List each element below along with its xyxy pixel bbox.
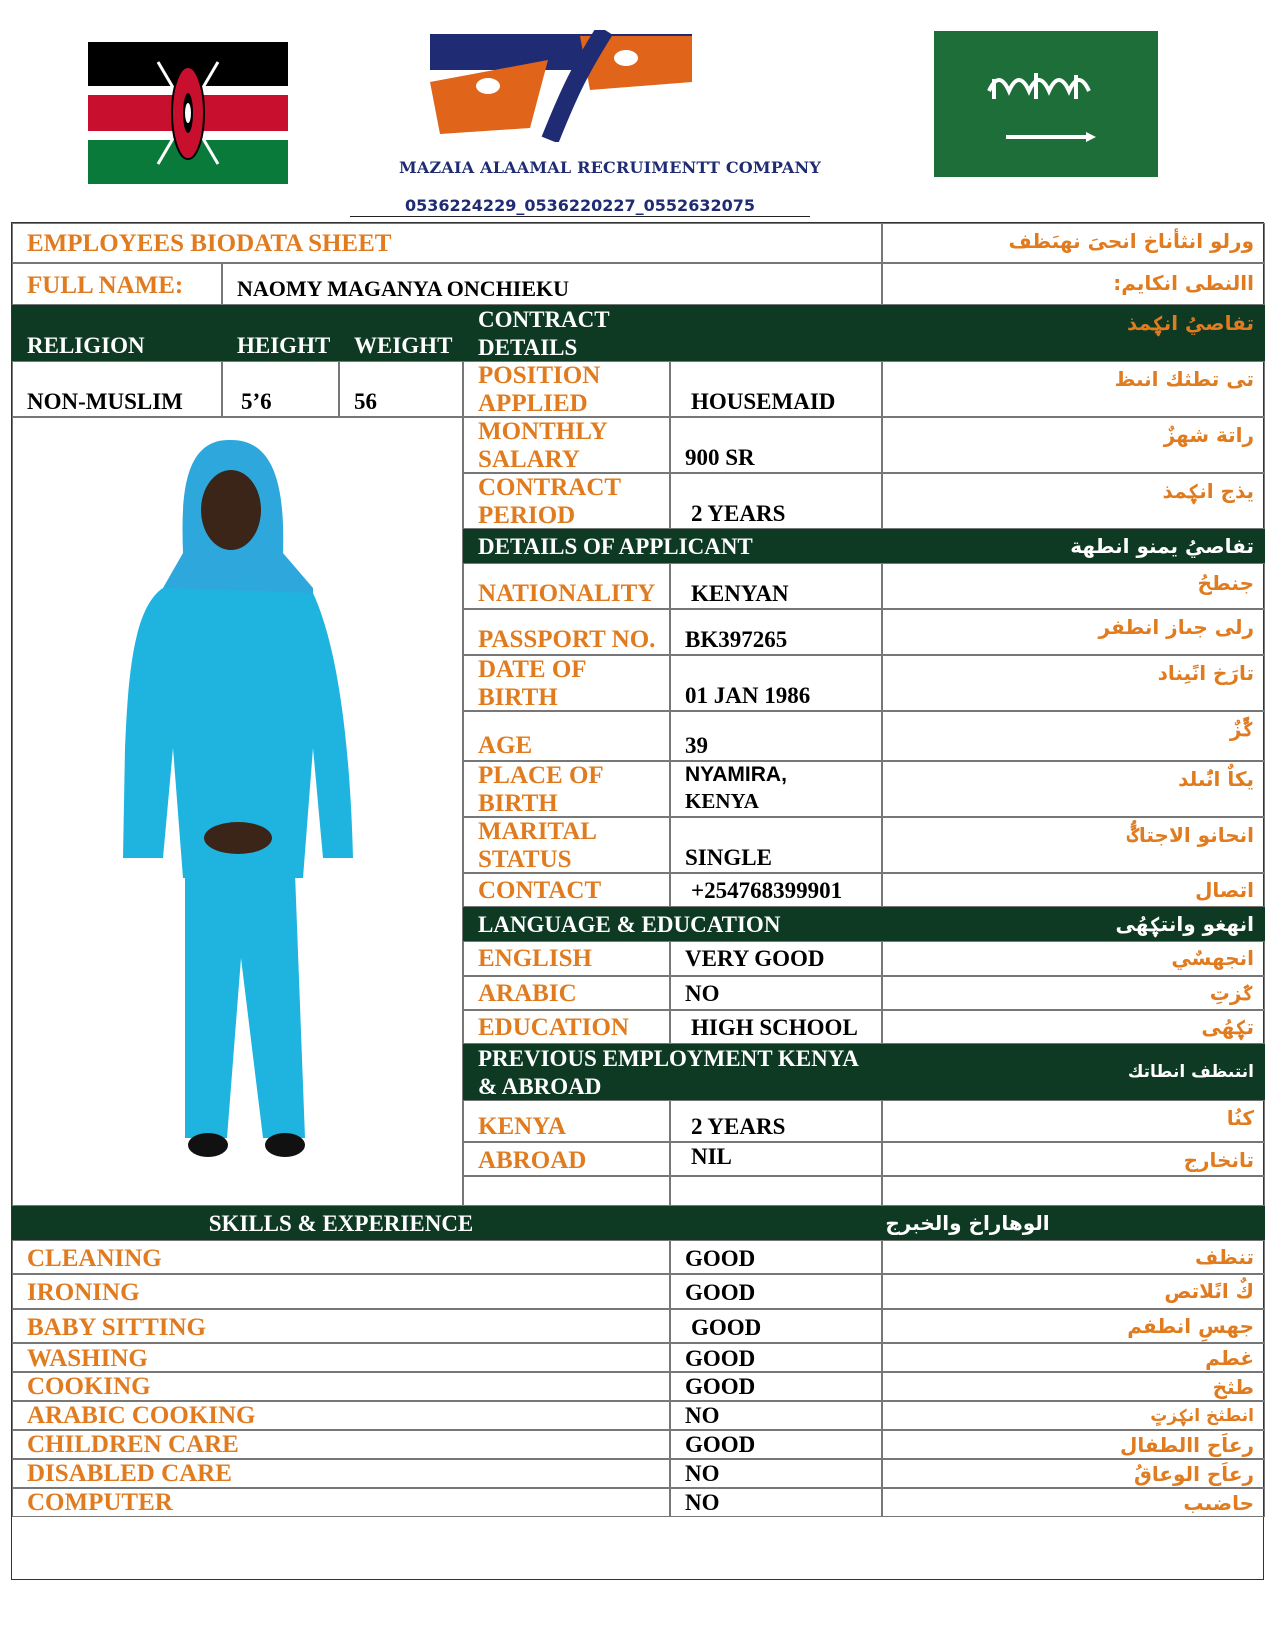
contract-label: CONTRACT PERIOD — [463, 473, 670, 529]
contract-label: MONTHLY SALARY — [463, 417, 670, 473]
previous-label: ABROAD — [463, 1142, 670, 1176]
language-value: VERY GOOD — [670, 941, 882, 976]
applicant-ar: رلى جىاز انطفر — [882, 609, 1265, 655]
contract-ar: تى تطثك انىظ — [882, 361, 1265, 417]
birthplace-line2: KENYA — [685, 789, 759, 813]
skill-label: DISABLED CARE — [12, 1459, 670, 1488]
full-name-value: NAOMY MAGANYA ONCHIEKU — [222, 263, 882, 305]
applicant-ar: جنطحُ — [882, 563, 1265, 609]
empty-cell — [670, 1176, 882, 1206]
skill-label: ARABIC COOKING — [12, 1401, 670, 1430]
religion-value: NON-MUSLIM — [12, 361, 222, 417]
sheet-title-ar: ورلو انثأناخ انحىَ نهىَظف — [882, 223, 1265, 263]
language-label: ARABIC — [463, 976, 670, 1010]
skill-label: COMPUTER — [12, 1488, 670, 1517]
applicant-label: DATE OF BIRTH — [463, 655, 670, 711]
language-value: NO — [670, 976, 882, 1010]
applicant-ar: يكاٌ انًُىلد — [882, 761, 1265, 817]
language-value: HIGH SCHOOL — [670, 1010, 882, 1044]
previous-header-ar: انتىظف انطاتك — [882, 1044, 1265, 1100]
skill-value: GOOD — [670, 1309, 882, 1343]
language-header: LANGUAGE & EDUCATION — [463, 907, 882, 941]
full-name-ar: االنطى انكايم: — [882, 263, 1265, 305]
contract-ar: يذج انؼمذ — [882, 473, 1265, 529]
contract-ar: راتة شهزٌ — [882, 417, 1265, 473]
applicant-ar: تارَخ انًىِناد — [882, 655, 1265, 711]
skill-ar: تنظف — [882, 1240, 1265, 1274]
skill-ar: رعاَح الوعاقُِ — [882, 1459, 1265, 1488]
empty-cell — [882, 1176, 1265, 1206]
skill-label: COOKING — [12, 1372, 670, 1401]
skill-value: NO — [670, 1401, 882, 1430]
applicant-value: SINGLE — [670, 817, 882, 873]
skill-ar: غطم — [882, 1343, 1265, 1372]
skill-value: GOOD — [670, 1372, 882, 1401]
full-name-label: FULL NAME: — [12, 263, 222, 305]
skill-ar: جهسِ انطفم — [882, 1309, 1265, 1343]
applicant-label: PLACE OF BIRTH — [463, 761, 670, 817]
skill-value: GOOD — [670, 1240, 882, 1274]
contract-value: 900 SR — [670, 417, 882, 473]
language-ar: ػزتِ — [882, 976, 1265, 1010]
previous-header: PREVIOUS EMPLOYMENT KENYA & ABROAD — [463, 1044, 882, 1100]
height-value: 5’6 — [222, 361, 339, 417]
contract-value: HOUSEMAID — [670, 361, 882, 417]
language-ar: انجهسٌي — [882, 941, 1265, 976]
applicant-label: AGE — [463, 711, 670, 761]
biodata-table — [11, 222, 1264, 1580]
height-label: HEIGHT — [222, 305, 339, 361]
skills-header: SKILLS & EXPERIENCE — [12, 1206, 670, 1240]
religion-label: RELIGION — [12, 305, 222, 361]
applicant-ar: انحانو الاجتاػَُ — [882, 817, 1265, 873]
skill-ar: رعاَح االطفال — [882, 1430, 1265, 1459]
applicant-ar: اتصال — [882, 873, 1265, 907]
skill-value: GOOD — [670, 1343, 882, 1372]
skill-value: NO — [670, 1459, 882, 1488]
previous-value: NIL — [670, 1142, 882, 1176]
skill-ar: كٌ انًلاتص — [882, 1274, 1265, 1309]
applicant-value: 01 JAN 1986 — [670, 655, 882, 711]
language-header-ar: انهغو وانتؼهُى — [882, 907, 1265, 941]
skill-ar: طثخ — [882, 1372, 1265, 1401]
contract-header: CONTRACT DETAILS — [463, 305, 670, 361]
applicant-value: +254768399901 — [670, 873, 882, 907]
applicant-header-ar: تفاصيُ يمنو انطهة — [882, 529, 1265, 563]
skill-label: WASHING — [12, 1343, 670, 1372]
skill-label: IRONING — [12, 1274, 670, 1309]
skill-label: CHILDREN CARE — [12, 1430, 670, 1459]
language-ar: تؼهُى — [882, 1010, 1265, 1044]
applicant-photo — [12, 417, 463, 1206]
applicant-label: PASSPORT NO. — [463, 609, 670, 655]
company-logo — [430, 30, 702, 142]
contract-value: 2 YEARS — [670, 473, 882, 529]
applicant-value: BK397265 — [670, 609, 882, 655]
sheet-title: EMPLOYEES BIODATA SHEET — [12, 223, 882, 263]
skill-value: NO — [670, 1488, 882, 1517]
previous-value: 2 YEARS — [670, 1100, 882, 1142]
company-phones: 0536224229_0536220227_0552632075 — [350, 196, 810, 217]
saudi-flag — [934, 31, 1158, 177]
applicant-value: 39 — [670, 711, 882, 761]
empty-cell — [463, 1176, 670, 1206]
skill-label: BABY SITTING — [12, 1309, 670, 1343]
previous-ar: تانخارج — [882, 1142, 1265, 1176]
skill-value: GOOD — [670, 1430, 882, 1459]
weight-value: 56 — [339, 361, 463, 417]
applicant-value: KENYAN — [670, 563, 882, 609]
previous-label: KENYA — [463, 1100, 670, 1142]
applicant-value — [670, 761, 882, 817]
applicant-label: MARITAL STATUS — [463, 817, 670, 873]
previous-ar: كنُا — [882, 1100, 1265, 1142]
applicant-ar: ػًزٌ — [882, 711, 1265, 761]
weight-label: WEIGHT — [339, 305, 463, 361]
skill-label: CLEANING — [12, 1240, 670, 1274]
skill-ar: حاضىب — [882, 1488, 1265, 1517]
skill-ar: انطثخ انؼزتٍ — [882, 1401, 1265, 1430]
skills-header-ar: الوهاراخ والخبرج — [670, 1206, 1265, 1240]
applicant-header: DETAILS OF APPLICANT — [463, 529, 882, 563]
skill-value: GOOD — [670, 1274, 882, 1309]
kenya-flag — [88, 42, 288, 184]
language-label: EDUCATION — [463, 1010, 670, 1044]
applicant-label: CONTACT — [463, 873, 670, 907]
contract-header-ar: تفاصيُ انؼِمذ — [882, 305, 1265, 361]
contract-label: POSITION APPLIED — [463, 361, 670, 417]
applicant-label: NATIONALITY — [463, 563, 670, 609]
birthplace-line1: NYAMIRA, — [685, 763, 787, 786]
company-name: MAZAIA ALAAMAL RECRUIMENTT COMPANY — [399, 158, 821, 177]
language-label: ENGLISH — [463, 941, 670, 976]
contract-header-spacer — [670, 305, 882, 361]
